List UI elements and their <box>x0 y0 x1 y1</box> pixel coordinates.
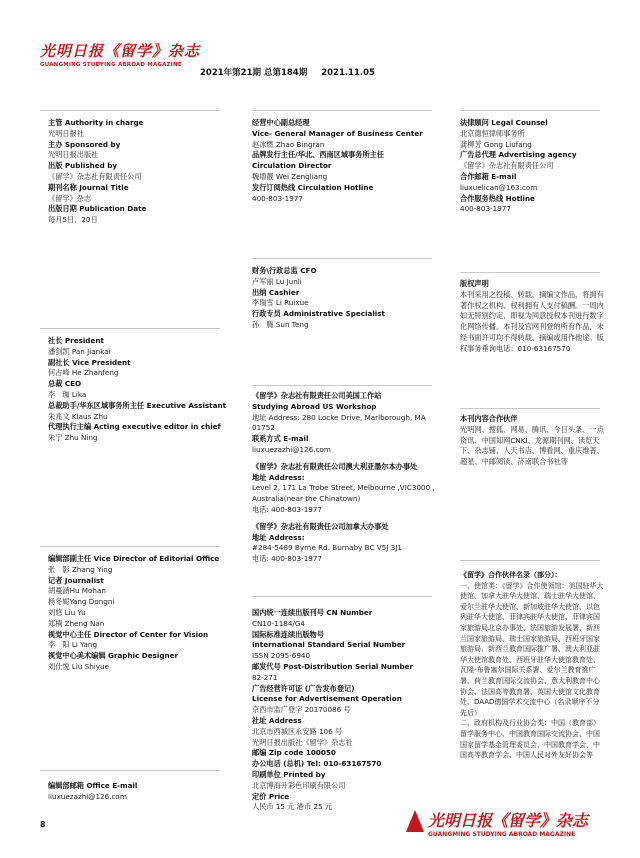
credit-heading: 主管 Authority in charge <box>48 118 144 127</box>
credit-heading: 经营中心副总经理 <box>252 118 310 127</box>
credit-heading: 社址 Address <box>252 715 302 725</box>
credit-value: 地址 Address: 280 Locke Drive, Marlborough, MA <box>252 412 426 422</box>
credit-value: 光明日报出版社《留学》杂志社 <box>252 737 353 747</box>
credit-heading: 总裁助手/华东区域事务所主任 Executive Assistant <box>48 400 227 410</box>
credit-heading: 财务\行政总监 CFO <box>252 266 317 275</box>
credit-value: 每月5日、20日 <box>48 215 98 225</box>
credit-heading: 《留学》杂志社有限责任公司美国工作站 <box>252 391 382 400</box>
credit-value: 电话: 400-803-1977 <box>252 554 322 564</box>
credit-value: 《留学》杂志 <box>48 193 92 203</box>
rule <box>252 258 432 259</box>
rule <box>460 110 600 111</box>
credit-value: 京西市监广登字 20170086 号 <box>252 705 351 715</box>
credit-heading: 定价 Price <box>252 791 290 801</box>
credit-heading: Circulation Director <box>252 161 332 171</box>
credit-heading: 品牌发行主任/华北、西南区域事务所主任 <box>252 150 385 160</box>
credit-heading: 总裁 CEO <box>48 379 82 389</box>
col3-legal-block <box>460 118 605 215</box>
credit-value: 01752 <box>252 423 275 433</box>
credit-value: 400-803-1977 <box>460 204 511 214</box>
col2-finance-block <box>252 266 442 331</box>
partners-text: 光明网、搜狐、网易、腾讯、今日头条、一点资讯、中国知网CNKI、龙源期刊网、读览天下、杂志铺、人天书店、博看网、重庆维普、超星、中邮阅读、济南联合书社等 <box>460 424 604 467</box>
col1-publisher-block <box>48 118 238 226</box>
logo-mark-icon <box>406 810 424 832</box>
credit-heading: 合作邮箱 E-mail <box>460 171 517 181</box>
credit-heading: 出版 Published by <box>48 161 118 171</box>
partners-title: 本刊内容合作伙伴 <box>460 414 518 423</box>
credit-value: 朱兆文 Klaus Zhu <box>48 411 108 421</box>
credit-heading: 国内统一连续出版刊号 CN Number <box>252 608 373 617</box>
credit-value: 刘悠 Liu Yu <box>48 607 86 617</box>
credit-value: 北京博海升彩色印刷有限公司 <box>252 780 346 790</box>
credit-value: 北京市西城区永安路 106 号 <box>252 726 343 736</box>
credit-value: #284-5489 Byrne Rd. Burnaby BC V5J 3J1 <box>252 543 402 553</box>
credit-value: 胡蔓涵Hu Mohan <box>48 586 106 596</box>
credit-heading: 邮编 Zip code 100050 <box>252 748 336 758</box>
credit-heading: 法律顾问 Legal Counsel <box>460 118 548 127</box>
credit-value: CN10-1184/G4 <box>252 618 305 628</box>
credit-heading: 期刊名称 Journal Title <box>48 182 129 192</box>
credit-heading: 《留学》杂志社有限责任公司澳大利亚墨尔本办事处 <box>252 461 418 471</box>
credit-heading: License for Advertisement Operation <box>252 694 402 704</box>
credit-value: 杨冬妮Yang Dongni <box>48 597 115 607</box>
masthead-logo <box>40 40 200 68</box>
credit-value: 《留学》杂志社有限责任公司 <box>460 161 554 171</box>
credit-heading: 行政专员 Administrative Specialist <box>252 309 385 319</box>
copyright-block <box>460 279 605 355</box>
credit-value: 光明日报出版社 <box>48 150 99 160</box>
credit-value: 李瑞雪 Li Ruixue <box>252 298 309 308</box>
cooperation-block <box>460 570 605 761</box>
credit-value: 朱宁 Zhu Ning <box>48 433 98 443</box>
rule <box>40 546 220 547</box>
partners-block <box>460 414 605 468</box>
credit-value: 何占峰 He Zhanfeng <box>48 368 119 378</box>
credit-value: 82-271 <box>252 672 278 682</box>
footer-logo-en: GUANGMING STUDYING ABROAD MAGAZINE <box>428 831 576 838</box>
credit-heading: 印刷单位 Printed by <box>252 769 326 779</box>
credit-heading: 编辑部副主任 Vice Director of Editorial Office <box>48 554 220 563</box>
credit-heading: 发行订阅热线 Circulation Hotline <box>252 182 374 192</box>
credit-heading: 联系方式 E-mail <box>252 434 309 444</box>
credit-value: liuxuezazhi@126.com <box>48 791 127 801</box>
credit-heading: 编辑部邮箱 Office E-mail <box>48 781 138 790</box>
credit-value: 魏增靓 Wei Zengliang <box>252 171 328 181</box>
copyright-text: 本刊采用之投稿、转载、摘编文作品，将拥有著作权之机构、权利拥有人支付稿酬。一周内如无特别约定，即视为同意授权本刊进行数字化网络传播。本刊及官网刊登的所有作品，未经书面许可均不得转载、摘编或用作他途。版权事务垂询电话：010-63167570 <box>460 289 604 353</box>
credit-value: liuxuezazhi@126.com <box>252 444 331 454</box>
credit-value: liuxuelican@163.com <box>460 182 538 192</box>
col2-offices-block <box>252 391 442 565</box>
rule <box>252 385 432 386</box>
credit-heading: 视觉中心主任 Director of Center for Vision <box>48 629 209 639</box>
issue-date: 2021.11.05 <box>321 68 375 78</box>
footer-logo-cn: 光明日报《留学》杂志 <box>428 811 589 830</box>
credit-heading: 《留学》杂志社有限责任公司加拿大办事处 <box>252 521 389 531</box>
credit-heading: 记者 Journalist <box>48 575 104 585</box>
masthead-logo-cn: 光明日报《留学》杂志 <box>40 42 201 60</box>
credit-heading: 广告总代理 Advertising agency <box>460 150 577 160</box>
credit-value: Level 2, 171 La Trobe Street, Melbourne ,VIC3000 , <box>252 483 435 493</box>
credit-value: 潘剑凯 Pan Jiankai <box>48 346 111 356</box>
credit-heading: 国际标准连续出版物号 <box>252 629 324 639</box>
issue-number: 2021年第21期 总第184期 <box>200 68 308 78</box>
col2-registration-block <box>252 608 442 813</box>
credit-heading: 邮发代号 Post-Distribution Serial Number <box>252 661 414 671</box>
credit-heading: 代理执行主编 Acting executive editor in chief <box>48 422 221 432</box>
credit-value: 《留学》杂志社有限责任公司 <box>48 171 142 181</box>
credit-value: 电话: 400-803-1977 <box>252 504 322 514</box>
page-number: 8 <box>40 820 46 829</box>
credit-value: 人民币 15 元 港币 25 元 <box>252 802 333 812</box>
issue-info <box>200 66 375 78</box>
credit-heading: 主办 Sponsored by <box>48 139 121 149</box>
rule <box>252 596 432 597</box>
col1-management-block <box>48 336 238 444</box>
credit-heading: 地址 Address: <box>252 532 305 542</box>
credit-value: 赵冰燃 Zhao Bingran <box>252 139 325 149</box>
col1-editorial-block <box>48 554 238 673</box>
credit-value: 光明日报社 <box>48 128 84 138</box>
credit-value: 郑楠 Zheng Nan <box>48 618 105 628</box>
cooperation-text: 一、使馆类：《留学》合作使领馆：美国驻华大使馆、加拿大驻华大使馆、瑞士驻华大使馆、爱尔兰驻华大使馆、新加坡驻华大使馆、以色列驻华大使馆、菲律宾驻华大使馆、菲律宾国家旅游局北京办事处、法国旅游发展署、新西兰国家旅游局、瑞士国家旅游局、西班牙国家旅游局、新西兰教育国际推广署、澳大利亚驻华大使馆教育处、西班牙驻华大使馆教育处、瓦隆-布鲁塞尔国际关系署、爱尔兰教育推广署、荷兰教育国际交流协会、意大利教育中心协会、法国高等教育署、英国大使馆文化教育处、DAAD德国学术交流中心（名录顺序不分先后） 二、政府机构及行业协会类：中国（教育部）留学服务中心、中国教育国际交流协会、中国国家留学基金管理委员会、中国教育学会、中国高等教育学会、中国人民对外友好协会等 <box>460 581 604 760</box>
rule <box>252 110 432 111</box>
credit-value: ISSN 2095-6940 <box>252 651 311 661</box>
rule <box>460 272 600 273</box>
rule <box>40 328 220 329</box>
credit-heading: Vice- General Manager of Business Center <box>252 128 423 138</box>
copyright-title: 版权声明 <box>460 279 489 288</box>
col1-email-block <box>48 781 238 803</box>
rule <box>460 408 600 409</box>
credit-value: 李 阳 Li Yang <box>48 640 98 650</box>
col2-business-block <box>252 118 442 204</box>
credit-value: 卢军丽 Lu Junli <box>252 276 302 286</box>
credit-value: Australia(near the Chinatown) <box>252 494 361 504</box>
credit-heading: 合作服务热线 Hotline <box>460 193 535 203</box>
credit-heading: 视觉中心美术编辑 Graphic Designer <box>48 651 179 661</box>
credit-heading: 社长 President <box>48 336 104 345</box>
credit-value: 张 影 Zhang Ying <box>48 564 113 574</box>
credit-heading: 地址 Address: <box>252 472 305 482</box>
credit-heading: Studying Abroad US Workshop <box>252 401 377 411</box>
rule <box>40 770 220 771</box>
masthead-logo-en: GUANGMING STUDYING ABROAD MAGAZINE <box>40 62 182 68</box>
rule <box>40 110 220 111</box>
credit-heading: 出版日期 Publication Date <box>48 204 147 214</box>
credit-value: 北京德恒律师事务所 <box>460 128 525 138</box>
credit-value: 李 珈 Lika <box>48 389 87 399</box>
credit-heading: International Standard Serial Number <box>252 640 406 650</box>
credit-heading: 副社长 Vice President <box>48 357 131 367</box>
rule <box>460 560 600 561</box>
credit-value: 龚柳芳 Gong Liufang <box>460 139 532 149</box>
credit-heading: 办公电话 (总机) Tel: 010-63167570 <box>252 759 382 769</box>
credit-heading: 出纳 Cashier <box>252 287 300 297</box>
credit-value: 刘仕悦 Liu Shiyue <box>48 661 110 671</box>
credit-value: 400-803-1977 <box>252 193 303 203</box>
credit-heading: 广告经营许可证 (广告发布登记) <box>252 683 355 693</box>
credit-value: 孙 腾 Sun Teng <box>252 319 309 329</box>
cooperation-title: 《留学》合作伙伴名录（部分）： <box>460 571 562 579</box>
footer-logo <box>428 808 608 838</box>
